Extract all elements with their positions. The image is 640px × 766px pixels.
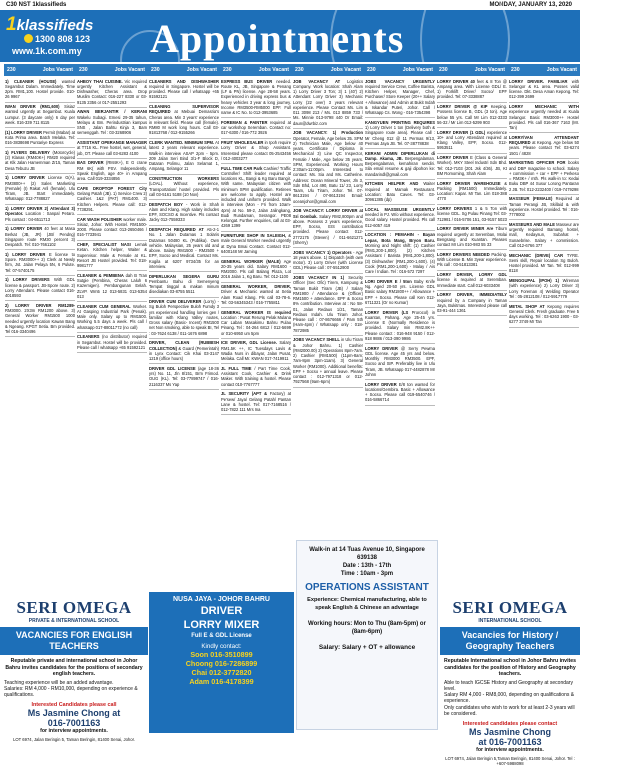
ad-text: in Ipoh require Lorry Driver & Shop Assistant. Interested please contact 05-2543456 / 012-4003277 xyxy=(221,140,291,161)
ad-headline: (1) LORRY DRIVER xyxy=(5,129,42,135)
classified-ad xyxy=(221,308,291,339)
classified-ad xyxy=(293,207,363,248)
ad-text: Permit (Mabar) at Kota Prima area. Batch Melaka. Tel: 016-3838698 Puntariye Express xyxy=(5,129,75,145)
ad-headline: AHBOY THAI CUISINE. xyxy=(77,78,123,84)
ad-contact-label: Interested Candidates please call xyxy=(31,702,117,709)
classified-ad xyxy=(77,241,147,272)
ad-text: Wakelu Subagi. Emesi 29-35 tahun, Melayu & Bm. Perindustrian kampus SNS , Jalan Bahtu Kinja 3, Bam semenggah. Tel : 03-3268906 xyxy=(77,114,147,136)
classified-ad xyxy=(221,118,291,138)
classified-ad xyxy=(509,251,579,277)
classified-ad xyxy=(77,184,147,215)
section-title: Appointments xyxy=(150,16,405,61)
ad-text: at T716 KL. Free hostel, wet, general, job, OT. Please call 03-6283 4100 xyxy=(77,145,147,156)
ad-text: (age 18-36 yrs) No. 11, Jln 8/151, Brm Frimod. OUG (KL). Tel: 03-77899747 / 016-2116337 Ms Yap xyxy=(149,365,219,387)
ad-phone[interactable]: at 016-7001163 xyxy=(478,737,542,748)
ad-brand: SERI OMEGA xyxy=(452,598,568,617)
ad-text: books and DBP magazine to school. Salary + commission + car + EPF + Perkeso = RM3K+ / mth. Pls walk-in to: Kedai Buku DBP 44 Susur Lorong Pantaran 2 JB. Tel: 012-2232400 / 019-7479298 xyxy=(509,160,580,192)
ad-phone[interactable]: Adam 016-4178399 xyxy=(189,677,254,686)
ad-text: Waiter required at Mamak Restaurant. Location: Batu Caves. Tel: 03-30961385 (dp) xyxy=(365,181,435,202)
ad-text: (LOAL). Without experience, Transportation/ hostel provided. Pls call 03-5161 5188 (10 Nov) xyxy=(149,181,219,197)
ad-text: E license to Spore. RM3000++ 2) Clerk at Newly firm, Jst. Jalan Pelaya 5N, 6 Pulute. Tel: 07-5740175 xyxy=(5,251,75,273)
classified-ad xyxy=(365,180,435,206)
ad-text: Packing. With License B. Min 3year experience. Pls call : 03-51813381 xyxy=(437,251,508,268)
ad-text: / Part Time Cook, Assistant Cook, Cashier & Drink Maker. With training & hostel. Please contact 010-7767777 xyxy=(221,365,292,387)
classified-ad xyxy=(437,77,507,103)
ad-headline: EXPRESS BUS DRIVER xyxy=(221,78,273,84)
brand-logo[interactable] xyxy=(6,14,124,58)
classified-ad xyxy=(5,250,75,276)
classified-ad xyxy=(437,225,507,251)
ad-headline: JOBS VACANCY SHELL xyxy=(293,337,340,343)
ad-headline: LORRY DRIVER (1 GDL) xyxy=(437,129,486,135)
ad-headline: LORRY DRIVER xyxy=(437,155,469,160)
classified-ad xyxy=(77,108,147,139)
ad-text: E (Class & General Worker). MKY Steel Industri Sdn Bhd. Tel: 012-7103 (201 Jsk 4/36). JB, Kt BM Romoming, Shah Alam xyxy=(437,155,507,176)
ad-text: dah B Tran Sutgie (Pembina, Cheras Laluh 6 Kazemigen). Pembangunan Eelah. ZLVP. Wm5 12 013-5831 013-5354 013 xyxy=(77,272,147,299)
brand-phone: 1300 808 123 xyxy=(24,34,90,44)
ad-headline: CHEF, SPECIALIST NASI xyxy=(77,242,131,247)
classified-ad xyxy=(293,248,363,274)
classified-ad xyxy=(5,103,75,129)
ad-text: Cashier/ Traffic Controller/ Shift leader required at locations KL, Bangi & Kg Baru Bangir. With same. Malaysian citizen with minimum SPM qualification. Retirees are welcome to apply. Hostel are included and uniform provided. Walk in interview (Mon - Fri from 10am-4pm) at No. 59-2, Jalan Jalingkang, Budi Rundaman, Serangor. PE08 Kelongat. Further enquiries, call at 03-4269 1399 xyxy=(221,165,291,229)
ad-headline: LORRY DRIVER (LS xyxy=(365,309,409,315)
classified-columns xyxy=(4,64,580,594)
issue-date: MONDAY, JANUARY 13, 2020 xyxy=(489,2,572,8)
classified-ad xyxy=(509,133,579,159)
classified-ad xyxy=(509,277,579,303)
ad-headline: GENERAL WORKER IS required xyxy=(221,309,291,315)
ad-text: Prorocol) in Kuantan, Pahang. Age 25-45 yrs. License E (Normally Residence is provided. Salary min RM2.8K++ Please contact : 016-948 9150 / 012-918 9886 / 013-390 9986 xyxy=(365,309,436,341)
ad-address: LOT 6974, Jalan Beringin 5,Taman Beringin, 81400 Senai, Johor. Tel : +607-5988098 xyxy=(445,755,575,766)
ad-salary: Salary: Salary + OT + allowance xyxy=(318,644,416,651)
ad-text: Required at Taman Perangi JB, Skillaid & with experience. Hostel provided. Tel : 016-7778002 xyxy=(509,196,579,217)
ad-text: Worker. At Gasping Industrial Park (Penak). Male only. Salary up to RM1500. Working 5.5 days a week. Pls call / whatsapp 017-88011772 (no call) xyxy=(77,303,147,330)
classified-ad xyxy=(77,139,147,159)
ad-headline: KERANI ADMIN DIPERLUKAN di Damp. Akama, JB. xyxy=(365,150,435,161)
ad-headline: DRIVER, CLEAN (RUBBISH COLLECTION) xyxy=(149,340,219,351)
ad-headline: CLEANER & PEMBENA xyxy=(77,272,124,278)
classified-ad xyxy=(293,336,363,388)
classified-ad xyxy=(77,302,147,333)
ad-address: Walk-in at 14 Tuas Avenue 10, Singapore 639138 xyxy=(309,547,425,561)
classified-ad xyxy=(149,226,219,273)
ad-headline: DRIVER CUM DELIVERER xyxy=(149,299,202,304)
ad-headline: FRUIT WHOLESALER xyxy=(221,140,264,145)
ad-text: Logistics Company. Work location: Shah Alam 1) Lorry Driver 3 Ton; 3) 1 (40') 2) Attendant Lorry Driver 3) Mechanic Lorry (22 over) 3 years relevant experience. Please Contact Ms. Lim 011 3098 213 / Ms. 013 8859 733 / Ms. Minnie 013-9798 440 Or Email: daun@dwrbiz.com xyxy=(293,78,364,126)
classified-ad xyxy=(221,232,291,258)
classified-ad xyxy=(149,200,219,226)
ad-headline: METAL SHOP AT xyxy=(509,303,545,309)
classified-ad xyxy=(5,276,75,302)
classified-ad xyxy=(149,272,219,298)
ad-text: Tiburn required urgently at Seremban, Molai Bengsang and Kuantan. Pleases contact Mr Lim 010-983 55 33 xyxy=(437,226,507,247)
column-2 xyxy=(76,64,148,594)
ad-headline: JOBS VACANCY URGENTLY xyxy=(365,78,435,84)
ad-headline: CLEANERS AND DISHWASHER xyxy=(149,78,219,84)
ad-headline: DRIVER GDL LICENSE xyxy=(149,365,196,371)
ad-headline: DESPATCH REQUIRED AT xyxy=(149,227,204,232)
ad-text: worker male. Sisiaz, Johor. With Hostel. RM1500-2000. Please contact 013-2650466 / 016-7733941 xyxy=(77,216,147,238)
ad-headline: MASSEUR (FEMALE) xyxy=(509,196,553,202)
ad-headline: MASSEURS AND MALE xyxy=(509,221,555,227)
ad-text: (Motorcycle) (2) Klanas (RM40K+) RM20 required at Klk Jalan Hamemman Zr15, Taman Desa Tebuzu JB xyxy=(5,149,75,171)
ad-brand: SERI OMEGA xyxy=(16,598,132,617)
ad-headline: DIPERLUKAN SEGERA GURU xyxy=(149,273,219,279)
column-8 xyxy=(508,64,580,594)
ad-text: & male General Worker needed urgently at Dyna Bmai Contact. Contact 012-6400148 Mr Jaming xyxy=(221,233,291,254)
ad-hours: Working hours: Mon to Thu (8am-5pm) or (8am-6pm) xyxy=(308,621,426,635)
ad-text: Pembantu Bahu di Semenyeng Tempat tinggal & makan minum disediakan 03-8755 5511 xyxy=(149,278,219,295)
ad-text: Baby Knife Ng. Aged 20-50 yrs. License GDL Basic salary RM1800++ / Allowance + EPF + Socso. Please call Ken 012-6711321 (Or no Kumar) xyxy=(365,278,435,305)
ad-item: Able to teach IGCSE History and Geography at secondary level. xyxy=(444,679,573,692)
ad-text: (Lorry) - Sg Buloh Perspective Buloh Fumdy 3 yrs experienced handling lorries gen / familiar with Klang Valley routes, Gross salary (Basic- Incent) RM1500 net Non smoking, able to speak BI, Tel : 03-7624 6138 / 011-1676 6898 xyxy=(149,299,220,336)
ad-headline: CAR WASH POLISHER xyxy=(77,216,122,222)
ad-heading: LORRY MIXER xyxy=(183,619,260,631)
ad-headline: ASSISTANT OPERANGE MANAGER xyxy=(77,140,147,145)
ad-text: 1 & 5 Ton with license GDL. Sg Pulau Pinang Tel: 03-712981 / 016-5706 151, 03-9157 5023 xyxy=(437,206,508,222)
ad-text: at Kepong. Age below 50 years. Please contact Tel: 03-6274 1501 / 4828 xyxy=(509,140,579,156)
ad-text: At latest 2 years relevant experience. Walk-in interview ASAP 2pm - 5pm. 209 Jalan Seri Bind 3/1-F Block D, Dataran Polimu, Jalan Selamat 1, Ampang, Selangor 11 xyxy=(149,140,219,172)
classified-ad xyxy=(77,333,147,353)
page-ref: C30 NST 1klassifieds xyxy=(6,2,67,8)
ad-text: E/8 ton wanted for locations/Gembira. Basic + Allowance + Socso. Please call 019-5540746 / 016-5866714 xyxy=(365,381,435,403)
ad-contact-person: Ms Jasmine Chong xyxy=(468,727,551,738)
ad-headline: LORRY/VAN ATTENDANT REQUIRED xyxy=(509,134,579,145)
ad-headline: 2) LORRY DRIVER RM1289- xyxy=(5,302,75,308)
classified-ad xyxy=(437,291,507,317)
ad-text: Driver & Mechanic wanted at Setia Alam Road Klang. Pls call 03-78-6. Tel: 03-56345343 / 016-7755811 xyxy=(221,289,291,305)
ad-text: Location : Sanpal Petaro. Pls contact : 04-6511713 xyxy=(5,211,75,222)
column-header: 230 Jobs Vacant xyxy=(220,64,292,76)
ad-headline: FULL TIME CAR Park xyxy=(221,165,263,171)
classified-ad xyxy=(221,164,291,232)
ad-headline: LOCAL MASSEUSE URGENTLY xyxy=(365,206,435,212)
ad-contact-label: Interested candidates please contact xyxy=(462,721,558,728)
ad-text: in Ulu Tiram & Johor Bahru. 1) Cashier (RM2000.00) 2) Operations 8pm-7am. 2) Cashier (RM1500) (11pm-8am; 7am-8pm 3pm-11am). 3) General Worker (RM1000). Additional benefits: EPF + Socso + annual leave. Please contact : 012-7971318 or 012-7927568 (9am-6pm) xyxy=(293,337,363,385)
ad-headline: ICE DRIVER, GDL License. xyxy=(221,340,277,346)
ad-headline: CLERK WANTED. MINIMUM SPM. xyxy=(149,140,215,145)
column-header: 230 Jobs Vacant xyxy=(148,64,220,76)
classified-ad xyxy=(365,380,435,406)
ad-date: Date : 13th - 17th xyxy=(342,563,392,569)
ad-text: Morning and Night shift: (1) Cashier (RM1,200-1,800). (2) Kitchen Assistant / Barista (RM1,200-1,800). (3) Dishwasher (RM1,200-1,600). (4) Cook (RM1,200-1,600) - Malay / Ais Care / Indian. Tel : 016-572 7297 xyxy=(365,242,435,274)
ad-headline: LORRY DRIVER WAREHOUSE xyxy=(437,180,501,186)
classified-ad xyxy=(149,77,219,103)
ad-text: Gelang Patah (JB). 1) Service Crew 2) Cashier. 1&2 (PAT) RM1400. 3) Kitchen Helpers. Please call: 012-7738291. xyxy=(77,191,147,212)
ad-headline: LORRY DRIVER xyxy=(365,381,397,387)
column-6 xyxy=(364,64,436,594)
classified-ad xyxy=(221,257,291,283)
ad-text: needed. Route KL, JB, Singapore & Penang (LF & PN) license. Age 28-58 years. Experienced in driving express bus & heavy vehicles 3 year & long journey. Income RM3500-RM5000 EPF. Full name & IC No. to 012-3953685 xyxy=(221,78,292,115)
ad-text: RM3000. 2X3m RM1200 above. 3) General Worker RM1500 1000 needed urgently location Kawan Bang & Ngeang. KPGT Setia. Bm provided. Tel 016-3340496 xyxy=(5,308,75,334)
ad-text: (RM4K+), E G crane RM 6K( with PSV. Independently. Speak English, age 40+ in Ampang area. Call 019-3334856 xyxy=(77,160,147,181)
ad-phone[interactable]: Choong 016-7286899 xyxy=(185,659,258,668)
ad-text: Wireman (with experience) 2) Lorry Driver 3) Lorry Foreman 4) Welding Operator Tel : 05-2812108 / 012-5917779 xyxy=(509,278,579,299)
ad-headline: MECHANIC (DRIVE) CAR xyxy=(509,252,564,258)
ad-headline: JOB VACANCY AT xyxy=(293,78,341,84)
ad-text: Salary RM2,800pm and above. Possess 2 years experience, EPF, Socso, EIS contribution provided. Please contact 012-2772175 (Steven) / 011-6621271 (Sherry) xyxy=(293,213,363,245)
ad-text: required by a Company in Taman Jaya, Bukitmas. Interested please call 03-91-444 1361 xyxy=(437,297,507,313)
classified-ad xyxy=(5,77,75,103)
ad-subtitle: INTERNATIONAL SCHOOL xyxy=(478,618,542,624)
classified-ad xyxy=(437,179,507,205)
ad-phone[interactable]: Chai 012-3772820 xyxy=(191,668,252,677)
ad-text: Lemak Ketan. Kitchen helper, Waiter & Supervisor. Male & Female at KL. Resort JB Hostel provided. Tel: 018-9981777 xyxy=(77,242,147,268)
classified-ad xyxy=(293,77,363,129)
ad-headline: MENGGUPAL (IPOH) 1) xyxy=(509,278,559,283)
classified-ad xyxy=(509,77,579,103)
ad-text: needed in PJ. W/o without experience. Good salary. Hostel provided. Pls call 012-6057 419 xyxy=(365,212,435,228)
ad-text: Factory) at Pe'sew/ Jaya/ Gelang Patah/ Pantan Lane & hostel. Tel: 017-7168516 / 012-7822 111 Mrs Ina xyxy=(221,391,291,412)
classified-ad xyxy=(437,205,507,225)
ad-phone-note: for interview appointments. xyxy=(476,747,544,754)
ad-text: feet & 8 Ton @ Ampang area. With License GDL/ E. 1) Forklift Driver/ Socso/ EPF provided. Tel: 07-3338887 xyxy=(437,78,507,100)
ad-text: Keeping. Possess license B, GDL (3 ton). Age below 55 yrs. Call Mr Lim 012-3333 56-32 / Mr Lim 012-5299 903 xyxy=(437,104,507,125)
ad-headline: CLEANER CUM GENERAL xyxy=(77,303,131,309)
classified-ad xyxy=(365,277,435,308)
classified-ad xyxy=(293,274,363,336)
classified-ad xyxy=(221,139,291,165)
ad-headline: KITCHEN HELPER AND xyxy=(365,181,419,187)
ad-text: @ Serry Pewma GDL license. Age 45 yrs and below. Monthly RM3000 RM3500. EPF, Socso and SIP. Preferably live in Ulu Tiram, JB. Whatsapp 017-4482878 Mr Johnn xyxy=(365,345,435,377)
classified-ad xyxy=(5,174,75,205)
ad-requirement: Experience: Chemical manufacturing, able to speak English & Chinese an advantage xyxy=(307,597,427,611)
ad-headline: 1) LORRY DRIVER xyxy=(5,175,45,181)
column-4 xyxy=(220,64,292,594)
ad-text: & Guard (Pemerintah) in Lynx Contact: Cik Khai 03-3147 1219 (office hours) xyxy=(149,345,220,361)
ad-title: OPERATIONS ASSISTANT xyxy=(305,582,429,593)
classified-ad xyxy=(509,159,579,195)
brand-name: 1klassifieds xyxy=(6,14,94,35)
classified-ad xyxy=(509,103,579,134)
ad-text: License G(A), RM3800++ (2) Sales Marketing (Female) (I) Rakat Aril (female). Ulu Tiram, JB. Start immediately. Whatsapp: 012-7788827 xyxy=(5,175,76,202)
classified-ad xyxy=(149,298,219,339)
ad-text: A5-2-1 No. 1 Jalan Dutamas 1 Solaris Dutamas 50480 KL (Publika). Own vehicle. Malaysian, 25 years old and above. Salary RM1500 - RM2500 + EPF, Socso and Medical. Contact Ms. Kogila at 6207 9734/35 for an interview. xyxy=(149,227,219,269)
column-header: 230 Jobs Vacant xyxy=(4,64,76,76)
ad-text: TYRE. Semi skill, Repair location Sg Buloh. Hostel provided. Mr Tan. Tel: 012-999 8118 xyxy=(509,252,579,274)
seri-omega-english-ad xyxy=(0,596,148,742)
ad-headline: FOREMAN & PAINTER xyxy=(221,119,268,125)
brand-url[interactable]: www.1k.com.my xyxy=(12,46,82,56)
column-header: 230 Jobs Vacant xyxy=(436,64,508,76)
classified-ad xyxy=(437,271,507,291)
ad-text: license is required at Seremban. Immediate start. Call 012-6033408 xyxy=(437,277,507,288)
ad-headline: LORRY MECHANIC WITH xyxy=(509,104,579,109)
ad-headline: CLEANERS xyxy=(77,334,100,340)
ad-text: required in Singapore. Hostel will be provided. Please call / whatsapp +65 91592121 xyxy=(149,83,219,100)
classified-ad xyxy=(365,149,435,180)
ad-headline: LORRY DRIVERS xyxy=(437,206,473,211)
classified-ad xyxy=(509,302,579,328)
ad-headline: LORRY DRIVER 40 xyxy=(437,78,475,84)
ad-text: Vic required urgently Kitchen Assistant & Dishwasher, Cheras area. Drop Muslim Contact: 016-227 8330 or 03-9135 2356 or 017-2551293 xyxy=(77,78,148,105)
classified-ad xyxy=(221,390,291,416)
classified-ad xyxy=(221,364,291,390)
ad-headline: LORRY DRIVER. FAMILIAR xyxy=(509,78,568,84)
column-header: 230 Jobs Vacant xyxy=(292,64,364,76)
classified-ad xyxy=(5,205,75,225)
ad-phone[interactable]: Soon 016-3510899 xyxy=(190,650,253,659)
ad-text: - Age 18 years above. 1) Dispatch (with own motor). 3) Lorry Driver (with License GDL) Please call : 07-5512900 xyxy=(293,249,363,271)
ad-headline: LORRY DRIVER @ KIP xyxy=(437,104,488,109)
ad-headline: CAFE DROPTOP FOREST City xyxy=(77,185,147,191)
column-header: 230 Jobs Vacant xyxy=(76,64,148,76)
classified-ad xyxy=(149,103,219,139)
classified-ad xyxy=(77,77,147,108)
ad-headline: JOB VACANCY: 1) Production xyxy=(293,130,363,136)
ad-headline: KANGYUEN PRINTING REQUIRES xyxy=(365,119,435,125)
masthead xyxy=(0,10,580,62)
classified-ad xyxy=(437,250,507,270)
ad-headline: 1) FLYERS DELIVERY xyxy=(5,149,50,155)
ad-headline: 1) LORRY DRIVER 2) Attendant 3) Operator. xyxy=(5,206,75,217)
ad-text: wanted Segambut Dalam. Immediately. Time 2pm. RM1,100. Hostel provide. 010-26 9967 xyxy=(5,78,75,100)
ad-headline: 1) LORRY DRIVER xyxy=(5,251,46,257)
ad-text: & Packing (RM1500) Immediately. Location: Kapar. Mr Tan. Lim 018-388 4770 xyxy=(437,180,508,202)
ad-time: Time : 10am - 3pm xyxy=(340,571,394,577)
ad-headline: LORRY DRIVER, IMMEDIATELY xyxy=(437,292,507,298)
ad-subtitle: PRIVATE & INTERNATIONAL SCHOOL xyxy=(28,618,120,624)
seri-omega-history-ad xyxy=(440,596,580,766)
classified-ad xyxy=(293,129,363,207)
ad-vacancy-banner: VACANCIES FOR ENGLISH TEACHERS xyxy=(0,627,148,655)
ad-headline: JL FULL TIME xyxy=(221,365,252,371)
column-7 xyxy=(436,64,508,594)
lorry-mixer-ad xyxy=(149,592,294,733)
classified-ad xyxy=(437,154,507,180)
ad-text: Kepong requires General Clerk. Fresh graduate. Free 5 days working. Tel : 03-6263 1900 - 03-6277 3749 Mr Tan xyxy=(509,303,580,325)
ad-item: Salary RM 4,000 - RM8,000, depending on qualifications & experience. xyxy=(444,692,575,705)
classified-ad xyxy=(365,205,435,231)
ad-text: Sisiaz wanted urgently at Segambut. Kuala Lumpur. (3 daycare only) 6 day per week. 016-339 711 8115 xyxy=(5,104,75,125)
ad-text: experience 10+ and Lorry Attendant required at Klang Valley, EPF, Socso. 012-5953511 xyxy=(437,129,507,151)
ad-headline: LOCATION : PEMAHIN - Bayan Lepas, Bota Mang, Bryon Baru. xyxy=(365,232,435,243)
classified-ad xyxy=(5,148,75,174)
ad-headline: 1) CLEANER (HOUSE) xyxy=(5,78,57,84)
ad-text: - Work in Shah Alam and Klang. High salary includes EPF, SOCSO & Incentive. Pls contact Jacky 012-7559333 xyxy=(149,201,219,223)
ad-headline: IWAN DRIVER (RM1,600) xyxy=(5,104,60,109)
classified-ad xyxy=(365,77,435,118)
ad-headline: FURNITURE SHOP IN SALEIGH, xyxy=(221,233,287,238)
classified-ad xyxy=(509,220,579,251)
classified-ad xyxy=(365,344,435,380)
column-header: 230 Jobs Vacant xyxy=(364,64,436,76)
ad-headline: JOBS VACANCY 1) Operators xyxy=(293,249,352,255)
classified-ad xyxy=(221,283,291,309)
classified-ad xyxy=(365,118,435,149)
classified-ad xyxy=(509,195,579,221)
column-header: 230 Jobs Vacant xyxy=(508,64,580,76)
column-3 xyxy=(148,64,220,594)
ad-headline: MARKETING OFFICER FOR xyxy=(509,160,566,166)
ad-text: (no distributor) required in Segambut. Hostel will be provided. Please call / whatsapp +65 91592121 xyxy=(77,334,147,350)
classified-ad xyxy=(77,271,147,302)
ad-headline: CONSTRUCTION WORKERS xyxy=(149,176,219,181)
ad-address: LOT 6974, Jalan Beringin 5, Taman Beringin, 81400 Senai, Johor. xyxy=(13,736,135,742)
ad-headline: AWAN BERJANTIR / KERANI xyxy=(77,109,147,115)
ad-headline: JOB VACANCY: LORRY DRIVER at Sri Gombak. xyxy=(293,208,363,219)
classified-ad xyxy=(149,139,219,175)
ad-text: With GDL license & passport. JB-Spore route. 2) Lorry Attendant. Please contact 016-4018593 xyxy=(5,277,76,298)
ad-item: Salaries: RM 4,000 - RM10,000, depending on experience & qualifications. xyxy=(4,685,138,699)
classified-ad xyxy=(77,159,147,185)
ad-contact-person: Ms Jasmine Chong at xyxy=(27,708,121,719)
classified-ad xyxy=(5,225,75,251)
ad-text: experience urgently needed at Kuala Selangor. Basic RM3000++ Hostel provided. Pls call 016-367 7163 (Mr. Tan) xyxy=(509,109,579,130)
operations-assistant-ad xyxy=(296,540,438,730)
classified-ad xyxy=(149,339,219,365)
ad-headline: JL SECURITY (APT & xyxy=(221,391,268,397)
ad-headline: LORRY DRIVER MINER Are xyxy=(437,226,494,232)
ad-text: Security Officer (Sec Ofic) Tirem, Kampung & Taman Bukit Tiram (JB) / Salary RM1900 / Attendance & (Officer) RM1500 + attendance. EPF & Socso 8% contribution. Interview at : No 58-01, Jalan Redaus 1/21, Taman Redaus Indah. Ulu Tiram Johor. Please call : 07-8676666 / Pam 5th (Ham-4pm) / Whatsapp only : 018-7872985 xyxy=(293,275,363,333)
classified-ad xyxy=(5,301,75,337)
ad-text: Operator, Female, Age below 35. SPM 2) Technician Male, Age below 40 years. Certificate / Diploma in Mechanical 3) Line QC Inspector, Female / Male, Age below 35 years. SPM, Experienced. Working Hours 2:30am-11:00pm. Interested to contact: Ms. Sia and Ms. Catherine. Address: Ocean Mineral Tower, Jln 3, Sdn Bhd, Lot 490, Batu 11/ 23, Lorry Taam, Ulu Tiram, Johor. Tel. 07-8613194 / 07-8613194 Email: oceanjohor@gmail.com xyxy=(293,135,363,204)
column-5 xyxy=(292,64,364,594)
classified-ad xyxy=(221,339,291,365)
ad-title: NUSA JAYA - JOHOR BAHRU xyxy=(173,596,270,603)
ad-text: 40 feet at Masa Berkat (JB, JR) (JB/ Pendng) Singapore route RM30 percent 3) Despatch. Tel: 010-7661102 xyxy=(5,226,75,247)
ad-headline: GENERAL WORKER, DRIVER, xyxy=(221,284,291,289)
classified-ad xyxy=(365,231,435,278)
ad-phone[interactable]: 016-7001163 xyxy=(47,718,101,729)
classified-ad xyxy=(77,215,147,241)
ad-text: Berpengalaman. Berpengalaman, kemahiran sendiri. Sila email resume & gaji dipohon ke: mandarindl@gmail.com xyxy=(365,155,435,177)
ad-body: Reputable International school in Johor Bahru invites candidates for the position of History and Geography teachers. xyxy=(444,658,577,677)
ad-contact-label: Kindly contact: xyxy=(201,643,242,650)
ad-headline: 1) LORRY DRIVER xyxy=(5,226,43,232)
ad-text: at Mebuai Demasria's Cheras area. Min 3 years' experience in relevant field. Please call (female). RM80 M work long hours. Call 03-91813768 / 012-9155266 xyxy=(149,109,219,136)
ad-body: Reputable private and international school in Johor Bahru invites candidates for the positions of secondary english teachers. xyxy=(5,658,143,677)
classified-ad xyxy=(5,128,75,148)
ad-phone-note: for interview appointments. xyxy=(40,728,108,735)
ad-text: required Service Crew, Coffee Barista, Kitchen Helper, Manager, Chef, Purchaser/ Store Keeper (20++ Salary + Allowance) and Admin at Bukit Indah & Iskandar Puteri, Johor. Call / Whatsapp Cs. Wong - 016-7354398 xyxy=(365,83,435,115)
ad-item: Teaching experience will be an added advantage. xyxy=(4,679,114,686)
ad-headline: JOBS VACANCY IN 1) xyxy=(293,275,345,280)
ad-headline: LORRY DRIVERS NEEDED xyxy=(437,251,490,257)
ad-headline: 1) LORRY DRIVERS xyxy=(5,277,50,283)
ad-headline: LORI DRIVER E / 5ton xyxy=(365,278,412,284)
classified-ad xyxy=(221,77,291,118)
classified-ad xyxy=(437,103,507,129)
ad-text: Masseur are urgently required Bamang hostel, mall, Kedaysun, Subahat + Sunaebrise. Salary + commission. Call 012-6766 377 xyxy=(509,221,579,248)
ad-text: Salary RM1.5K ++, IC Tuesdays Lavis & Wadia Nurs in dibayar, Jalan Pusat, Melaka. Call Mr. KWAN 017-7419911 xyxy=(221,340,292,361)
ad-item: Only candidates who wish to work for at least 2-3 years will be considered. xyxy=(444,704,575,717)
phone-icon xyxy=(24,34,33,43)
ad-license: Full E & GDL License xyxy=(191,633,252,639)
ad-vacancy-banner: Vacancies for History / Geography Teachers xyxy=(440,627,580,655)
ad-headline: LORRY DRIVER, LORRY GDL xyxy=(437,272,507,277)
ad-headline: LORRY DRIVER xyxy=(365,345,398,351)
ad-headline: DESPATCH BOY xyxy=(149,201,183,207)
classified-ad xyxy=(437,128,507,154)
classified-ad xyxy=(149,364,219,390)
ad-headline: CLEANING SUPERVISOR REQUIRED xyxy=(149,104,219,115)
ad-text: required at car workshop Seremban. Contact no: 017-6300 / 016-772 3926 xyxy=(221,119,291,136)
ad-heading: DRIVER xyxy=(200,605,243,617)
classified-ad xyxy=(365,308,435,344)
ad-text: with Selangor & KL area. Posses valid license. Dkt. Desa Aman Kepong. Tel: 012-399 2699 xyxy=(509,78,580,100)
ad-text: Age 20-35 years old. Salary RM1600 - RM2000. Pls call Balang Plaza, Lot 2016 Jalan 1, Kg Baru. Tel: 012-1100 xyxy=(221,258,291,280)
ad-headline: GENERAL WORKER (MALE) xyxy=(221,258,281,264)
ad-text: Location : Pusat Rerung Pelak Mulana Car Laban Masakimu Bahru Pulau Pinang. Tel : 04-264 6812 / 012-5699 or 010-6950 um 5pm xyxy=(221,314,291,336)
ad-headline: BAS DRIVER xyxy=(77,160,104,166)
ad-text: 1) Lorry Driver 1 ton (Delivery both & Singapore route area). Please call : Mr Cheng 012 @ 11 Permas 9/13, Permas Jaya JB. Tel. 07-38778838 xyxy=(365,125,435,146)
column-1 xyxy=(4,64,76,594)
classified-ad xyxy=(149,175,219,201)
